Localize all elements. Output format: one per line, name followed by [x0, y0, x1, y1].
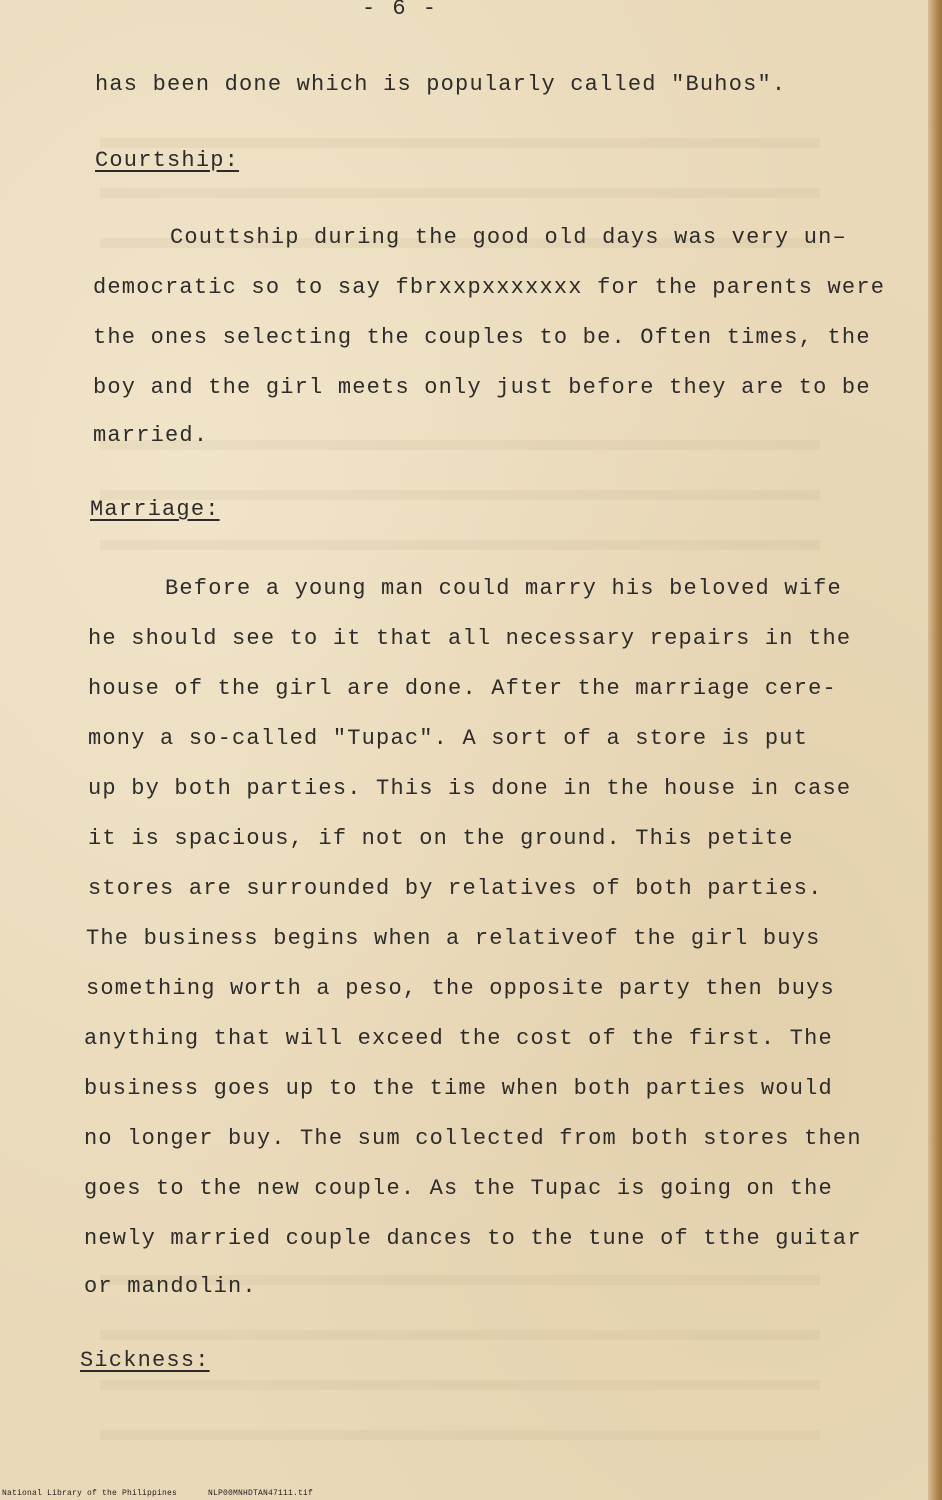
text-line: newly married couple dances to the tune of tthe guitar: [84, 1226, 862, 1251]
text-line: something worth a peso, the opposite party then buys: [86, 976, 835, 1001]
text-line: the ones selecting the couples to be. Often times, the: [93, 325, 871, 350]
page-edge: [928, 0, 942, 1500]
text-line: Couttship during the good old days was very un–: [170, 225, 847, 250]
text-line: stores are surrounded by relatives of both parties.: [88, 876, 823, 901]
text-line: house of the girl are done. After the marriage cere-: [88, 676, 837, 701]
section-heading-marriage: Marriage:: [90, 497, 220, 522]
text-line: boy and the girl meets only just before they are to be: [93, 375, 871, 400]
text-line: Before a young man could marry his beloved wife: [165, 576, 842, 601]
bleed-through: [100, 1380, 820, 1390]
text-line: democratic so to say fbrxxpxxxxxxx for the parents were: [93, 275, 886, 300]
text-line: he should see to it that all necessary repairs in the: [88, 626, 852, 651]
text-line: or mandolin.: [84, 1274, 257, 1299]
section-heading-sickness: Sickness:: [80, 1348, 210, 1373]
page-number: - 6 -: [361, 0, 438, 21]
text-line: The business begins when a relativeof the girl buys: [86, 926, 821, 951]
text-line: married.: [93, 423, 209, 448]
bleed-through: [100, 540, 820, 550]
text-line: it is spacious, if not on the ground. This petite: [88, 826, 794, 851]
bleed-through: [100, 1430, 820, 1440]
text-line: business goes up to the time when both parties would: [84, 1076, 833, 1101]
bleed-through: [100, 188, 820, 198]
bleed-through: [100, 138, 820, 148]
text-line: has been done which is popularly called "Buhos".: [95, 72, 787, 97]
footer-library: National Library of the Philippines: [2, 1489, 178, 1498]
footer-filename: NLP00MNHDTAN47111.tif: [208, 1489, 314, 1498]
text-line: mony a so-called "Tupac". A sort of a store is put: [88, 726, 809, 751]
text-line: goes to the new couple. As the Tupac is going on the: [84, 1176, 833, 1201]
section-heading-courtship: Courtship:: [95, 148, 240, 173]
text-line: anything that will exceed the cost of the first. The: [84, 1026, 833, 1051]
bleed-through: [100, 1330, 820, 1340]
scan-footer: [2, 1489, 339, 1498]
text-line: no longer buy. The sum collected from both stores then: [84, 1126, 862, 1151]
text-line: up by both parties. This is done in the house in case: [88, 776, 852, 801]
